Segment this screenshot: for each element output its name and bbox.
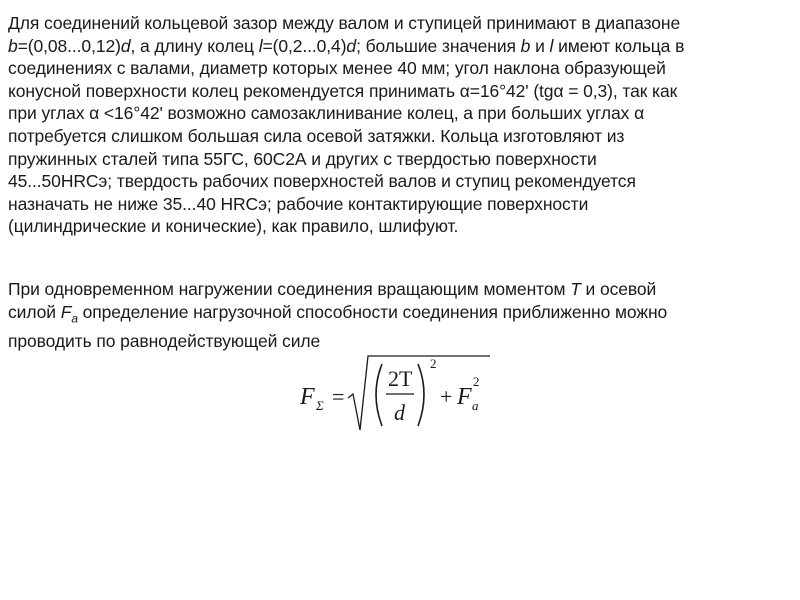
right-paren: [418, 364, 424, 426]
formula-Fa-sub: a: [472, 398, 479, 413]
var-l: l: [549, 35, 554, 56]
text-line: при углах α <16°42' возможно самозаклинивание колец, а при больших углах α: [8, 103, 645, 124]
text-line: назначать не ниже 35...40 HRCэ; рабочие контактирующие поверхности: [8, 193, 589, 214]
text-line: потребуется слишком большая сила осевой затяжки. Кольца изготовляют из: [8, 125, 625, 146]
paragraph-combined-load: [8, 278, 794, 352]
var-l: l: [258, 35, 263, 56]
var-Fa: F: [60, 301, 72, 322]
text-fragment: силой: [8, 301, 61, 322]
text-line: 45...50HRCэ; твердость рабочих поверхностей валов и ступиц рекомендуется: [8, 171, 636, 192]
text-fragment: При одновременном нагружении соединения вращающим моментом: [8, 279, 571, 299]
text-fragment: , а длину колец: [130, 35, 259, 56]
left-paren: [376, 364, 382, 426]
subscript-a: a: [71, 311, 78, 326]
numerator: 2T: [388, 366, 413, 391]
paragraph-ring-gap: [8, 12, 794, 238]
var-T: T: [570, 279, 581, 299]
var-b: b: [520, 35, 531, 56]
text-fragment: и: [530, 35, 550, 56]
resultant-force-formula: [300, 354, 500, 436]
text-line: соединениях с валами, диаметр которых менее 40 мм; угол наклона образующей: [8, 58, 666, 79]
text-line: [8, 278, 794, 301]
formula-lhs-F: F: [300, 384, 315, 410]
text-line: (цилиндрические и конические), как правило, шлифуют.: [8, 216, 459, 237]
text-fragment: имеют кольца в: [553, 35, 685, 56]
text-line-b-l-ranges: [8, 35, 794, 58]
text-line: проводить по равнодействующей силе: [8, 330, 321, 351]
denominator: d: [394, 400, 405, 425]
exponent-2: 2: [473, 374, 480, 389]
b-range: =(0,08...0,12): [17, 35, 121, 56]
text-fragment: и осевой: [580, 279, 657, 299]
text-line: пружинных сталей типа 55ГС, 60С2А и других с твердостью поверхности: [8, 148, 597, 169]
formula-equals: =: [332, 384, 345, 409]
formula-plus: +: [440, 384, 453, 409]
text-line: конусной поверхности колец рекомендуется принимать α=16°42' (tgα = 0,3), так как: [8, 80, 678, 101]
l-range: =(0,2...0,4): [262, 35, 347, 56]
var-b: b: [8, 35, 18, 56]
text-fragment: определение нагрузочной способности соединения приближенно можно: [77, 301, 668, 322]
text-line: Для соединений кольцевой зазор между валом и ступицей принимают в диапазоне: [8, 13, 681, 33]
var-d: d: [120, 35, 131, 56]
formula-Fa: F: [457, 384, 472, 410]
formula-lhs-sub: Σ: [316, 398, 324, 413]
var-d: d: [346, 35, 357, 56]
exponent-2: 2: [430, 356, 437, 371]
text-fragment: ; большие значения: [356, 35, 521, 56]
text-line: [8, 301, 794, 330]
